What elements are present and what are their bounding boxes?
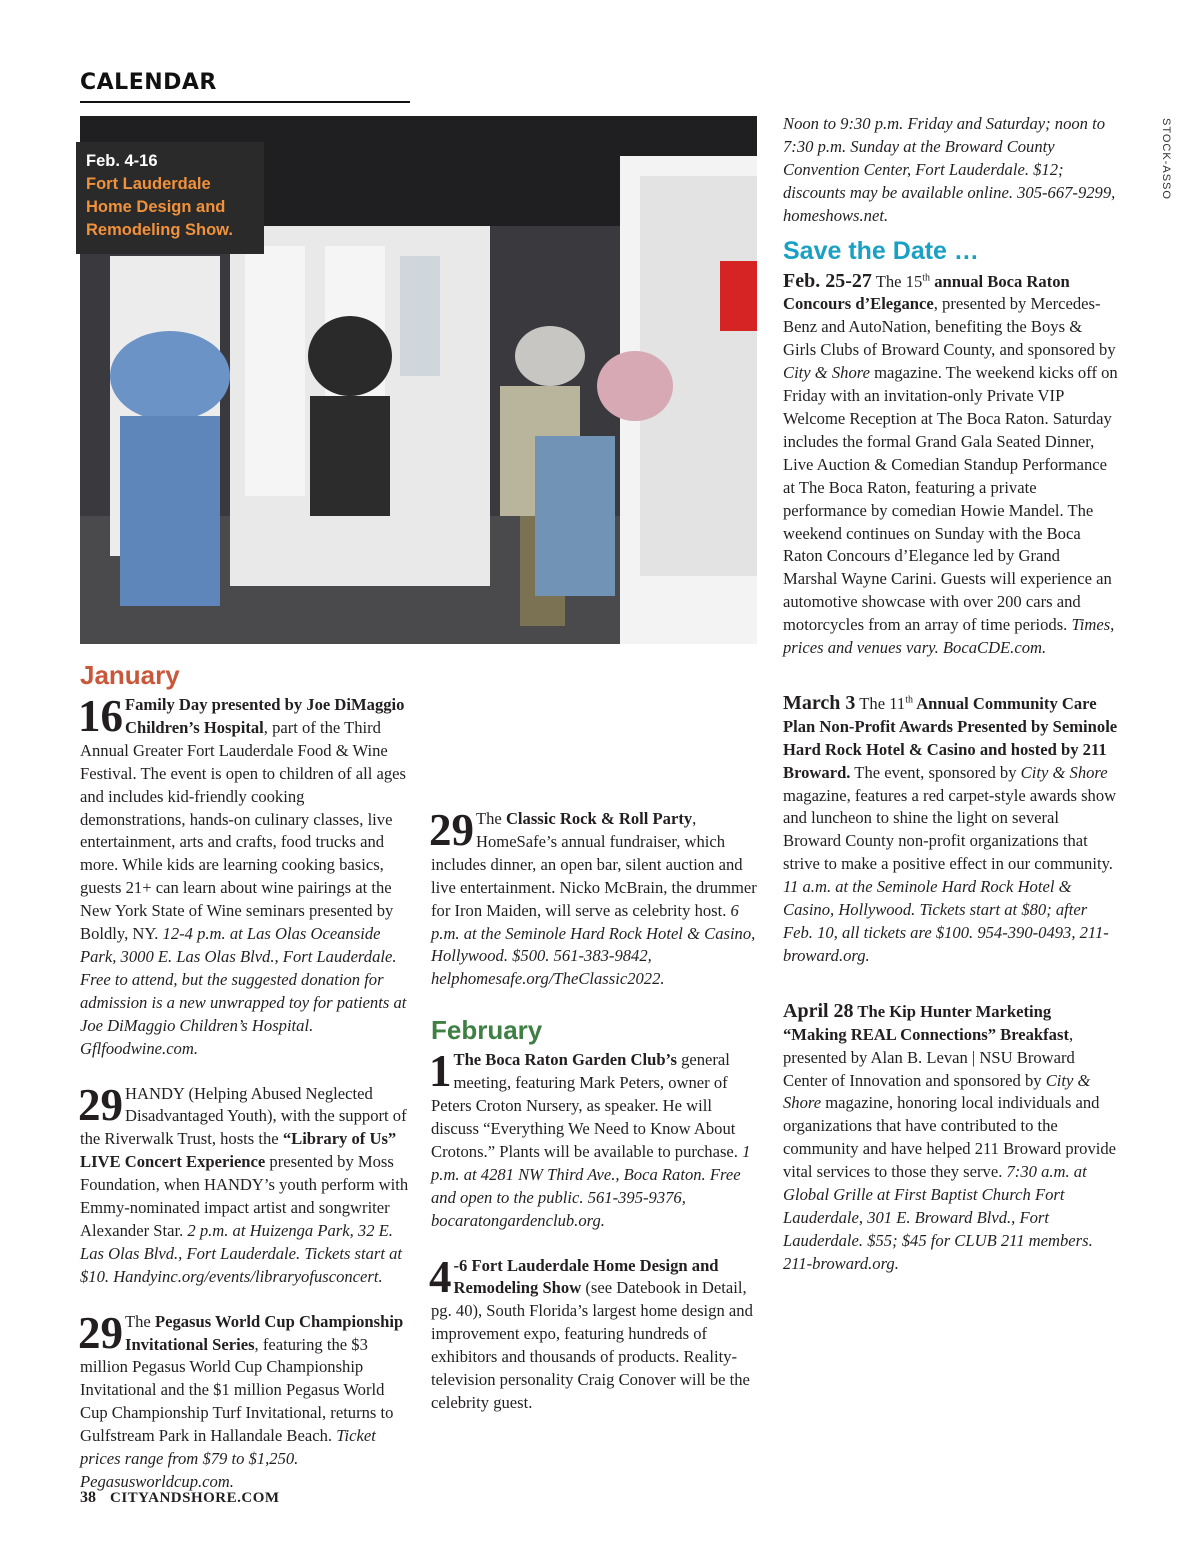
event-details: 7:30 a.m. at Global Grille at First Baptist Church Fort Lauderdale, 301 E. Broward Blvd., Fort Lauderdale. $55; $45 for CLUB 211 members. 211-broward.org. — [783, 1162, 1093, 1273]
event-title: Annual Community Care Plan Non-Profit Awards Presented by Seminole Hard Rock Hotel & Casino and hosted by 211 Broward. — [783, 693, 1118, 782]
event-details: 6 p.m. at the Seminole Hard Rock Hotel & Casino, Hollywood. $500. 561-383-9842, helphomesafe.org/TheClassic2022. — [431, 900, 756, 989]
event-description-cont: magazine, features a red carpet-style awards show and luncheon to shine the light on several Broward County non-profit organizations that strive to make a positive effect in our community. — [783, 785, 1117, 874]
magazine-name: City & Shore — [783, 363, 870, 383]
event-title: “Library of Us” LIVE Concert Experience — [80, 1129, 397, 1172]
event-jan-16 — [78, 691, 410, 1061]
event-feb-4-6-details: Noon to 9:30 p.m. Friday and Saturday; noon to 7:30 p.m. Sunday at the Broward County Convention Center, Fort Lauderdale. $12; discounts may be available online. 305-667-9299, homeshows.net. — [783, 114, 1116, 225]
event-description: The — [125, 1311, 155, 1331]
event-details: 11 a.m. at the Seminole Hard Rock Hotel & Casino, Hollywood. Tickets start at $80; after Feb. 10, all tickets are $100. 954-390-0493, 211-broward.org. — [783, 877, 1109, 965]
event-day-number: 29 — [429, 805, 474, 855]
month-heading-february: February — [431, 1015, 543, 1046]
photo-credit — [1150, 118, 1190, 238]
event-jan-29-handy — [78, 1079, 410, 1289]
event-description-cont: , HomeSafe’s annual fundraiser, which includes dinner, an open bar, silent auction and live entertainment. Nicko McBrain, the drummer for Iron Maiden, will serve as celebrity host. — [431, 809, 757, 920]
magazine-name: City & Shore — [1020, 762, 1108, 782]
event-title: The Boca Raton Garden Club’s — [453, 1050, 677, 1070]
event-details: 1 p.m. at 4281 NW Third Ave., Boca Raton. Free and open to the public. 561-395-9376, bocaratongardenclub.org. — [431, 1141, 751, 1230]
caption-title-line-2: Home Design and — [86, 198, 226, 216]
caption-title-line-1: Fort Lauderdale — [86, 175, 211, 193]
caption-title-line-3: Remodeling Show. — [86, 221, 233, 239]
event-april-28 — [783, 1000, 1118, 1276]
event-description: , presented by Mercedes-Benz and AutoNation, benefiting the Boys & Girls Clubs of Broward County, and sponsored by — [783, 294, 1116, 360]
ordinal-suffix: th — [905, 694, 913, 706]
event-intro: The 11 — [855, 693, 906, 713]
ordinal-suffix: th — [922, 272, 931, 283]
event-description: HANDY (Helping Abused Neglected Disadvantaged Youth), with the support of the Riverwalk Trust, hosts the — [80, 1083, 407, 1149]
event-description: The event, sponsored by — [850, 762, 1021, 782]
column-save-the-date — [783, 113, 1118, 1298]
column-january — [80, 658, 410, 1516]
photo-credit-text: STOCK-ASSO — [1160, 118, 1172, 200]
event-date: Feb. 25-27 — [783, 269, 872, 292]
event-feb-4-6 — [429, 1251, 761, 1415]
column-middle — [431, 658, 761, 1437]
event-march-3 — [783, 692, 1118, 968]
event-details: Times, prices and venues vary. BocaCDE.com. — [783, 615, 1115, 658]
event-details: 12-4 p.m. at Las Olas Oceanside Park, 3000 E. Las Olas Blvd., Fort Lauderdale. Free to attend, but the suggested donation for admission is a new unwrapped toy for patients at Joe DiMaggio Children’s Hospital. Gflfoodwine.com. — [80, 924, 407, 1058]
event-details: Ticket prices range from $79 to $1,250. Pegasusworldcup.com. — [80, 1426, 376, 1491]
event-title: The Kip Hunter Marketing “Making REAL Connections” Breakfast — [783, 1001, 1069, 1044]
event-day-number: 4 — [429, 1251, 452, 1302]
section-header — [80, 70, 410, 103]
section-title: CALENDAR — [80, 70, 217, 95]
event-description: (see Datebook in Detail, pg. 40), South Florida’s largest home design and improvement expo, featuring hundreds of exhibitors and thousands of products. Reality-television personality Craig Conover will be the celebrity guest. — [431, 1278, 753, 1412]
event-description: , part of the Third Annual Greater Fort Lauderdale Food & Wine Festival. The event is open to children of all ages and includes kid-friendly cooking demonstrations, hands-on culinary classes, live entertainment, arts and crafts, food trucks and more. While kids are learning cooking basics, guests 21+ can learn about wine pairings at the New York State of Wine seminars presented by Boldly, NY. — [80, 717, 406, 944]
event-title: -6 Fort Lauderdale Home Design and Remodeling Show — [453, 1255, 719, 1298]
event-day-number: 1 — [429, 1046, 452, 1097]
event-jan-29-pegasus — [78, 1307, 410, 1494]
event-jan-29-classic-rock — [429, 805, 761, 991]
event-description: general meeting, featuring Mark Peters, owner of Peters Croton Nursery, as speaker. He will discuss “Everything We Need to Know About Crotons.” Plants will be available to purchase. — [431, 1050, 743, 1161]
event-day-number: 29 — [78, 1079, 123, 1130]
page-number: 38 — [80, 1489, 96, 1506]
caption-date: Feb. 4-16 — [86, 152, 158, 170]
event-feb-1 — [429, 1046, 761, 1232]
save-the-date-heading: Save the Date … — [783, 236, 979, 265]
event-description-cont: magazine, honoring local individuals and organizations that have contributed to the community and have helped 211 Broward provide vital services to those they serve. — [783, 1093, 1117, 1182]
event-title: annual Boca Raton Concours d’Elegance — [783, 271, 1070, 314]
site-url[interactable]: CITYANDSHORE.COM — [110, 1490, 280, 1506]
month-heading-january: January — [80, 660, 180, 690]
event-date: March 3 — [783, 691, 856, 714]
event-feb-25-27 — [783, 270, 1118, 660]
event-day-number: 16 — [78, 691, 123, 741]
event-description: The — [476, 809, 506, 828]
magazine-name: City & Shore — [783, 1070, 1091, 1113]
header-rule — [80, 101, 410, 103]
page-footer — [80, 1489, 280, 1507]
event-description-cont: magazine. The weekend kicks off on Friday with an invitation-only Private VIP Welcome Reception at The Boca Raton. Saturday includes the formal Grand Gala Seated Dinner, Live Auction & Comedian Standup Performance at The Boca Raton, featuring a private performance by comedian Howie Mandel. The weekend continues on Sunday with the Boca Raton Concours d’Elegance led by Grand Marshal Wayne Carini. Guests will experience an automotive showcase with over 200 cars and motorcycles from an array of time periods. — [783, 363, 1118, 635]
event-day-number: 29 — [78, 1307, 123, 1358]
photo-caption — [76, 142, 264, 254]
event-details: 2 p.m. at Huizenga Park, 32 E. Las Olas Blvd., Fort Lauderdale. Tickets start at $10. Handyinc.org/events/libraryofusconcert. — [80, 1220, 403, 1286]
event-intro: The 15 — [871, 271, 923, 291]
event-description-cont: , featuring the $3 million Pegasus World Cup Championship Invitational and the $1 million Pegasus World Cup Championship Turf Invitational, returns to Gulfstream Park in Hallandale Beach. — [80, 1334, 394, 1446]
event-title: Pegasus World Cup Championship Invitational Series — [125, 1311, 404, 1354]
continuation-spacer — [431, 658, 761, 808]
event-description: , presented by Alan B. Levan | NSU Broward Center of Innovation and sponsored by — [783, 1024, 1075, 1090]
event-description-cont: presented by Moss Foundation, when HANDY’s youth perform with Emmy-nominated impact artist and songwriter Alexander Star. — [80, 1152, 409, 1240]
event-title: Family Day presented by Joe DiMaggio Children’s Hospital — [125, 695, 405, 737]
event-date: April 28 — [783, 999, 854, 1022]
event-title: Classic Rock & Roll Party — [505, 809, 693, 828]
